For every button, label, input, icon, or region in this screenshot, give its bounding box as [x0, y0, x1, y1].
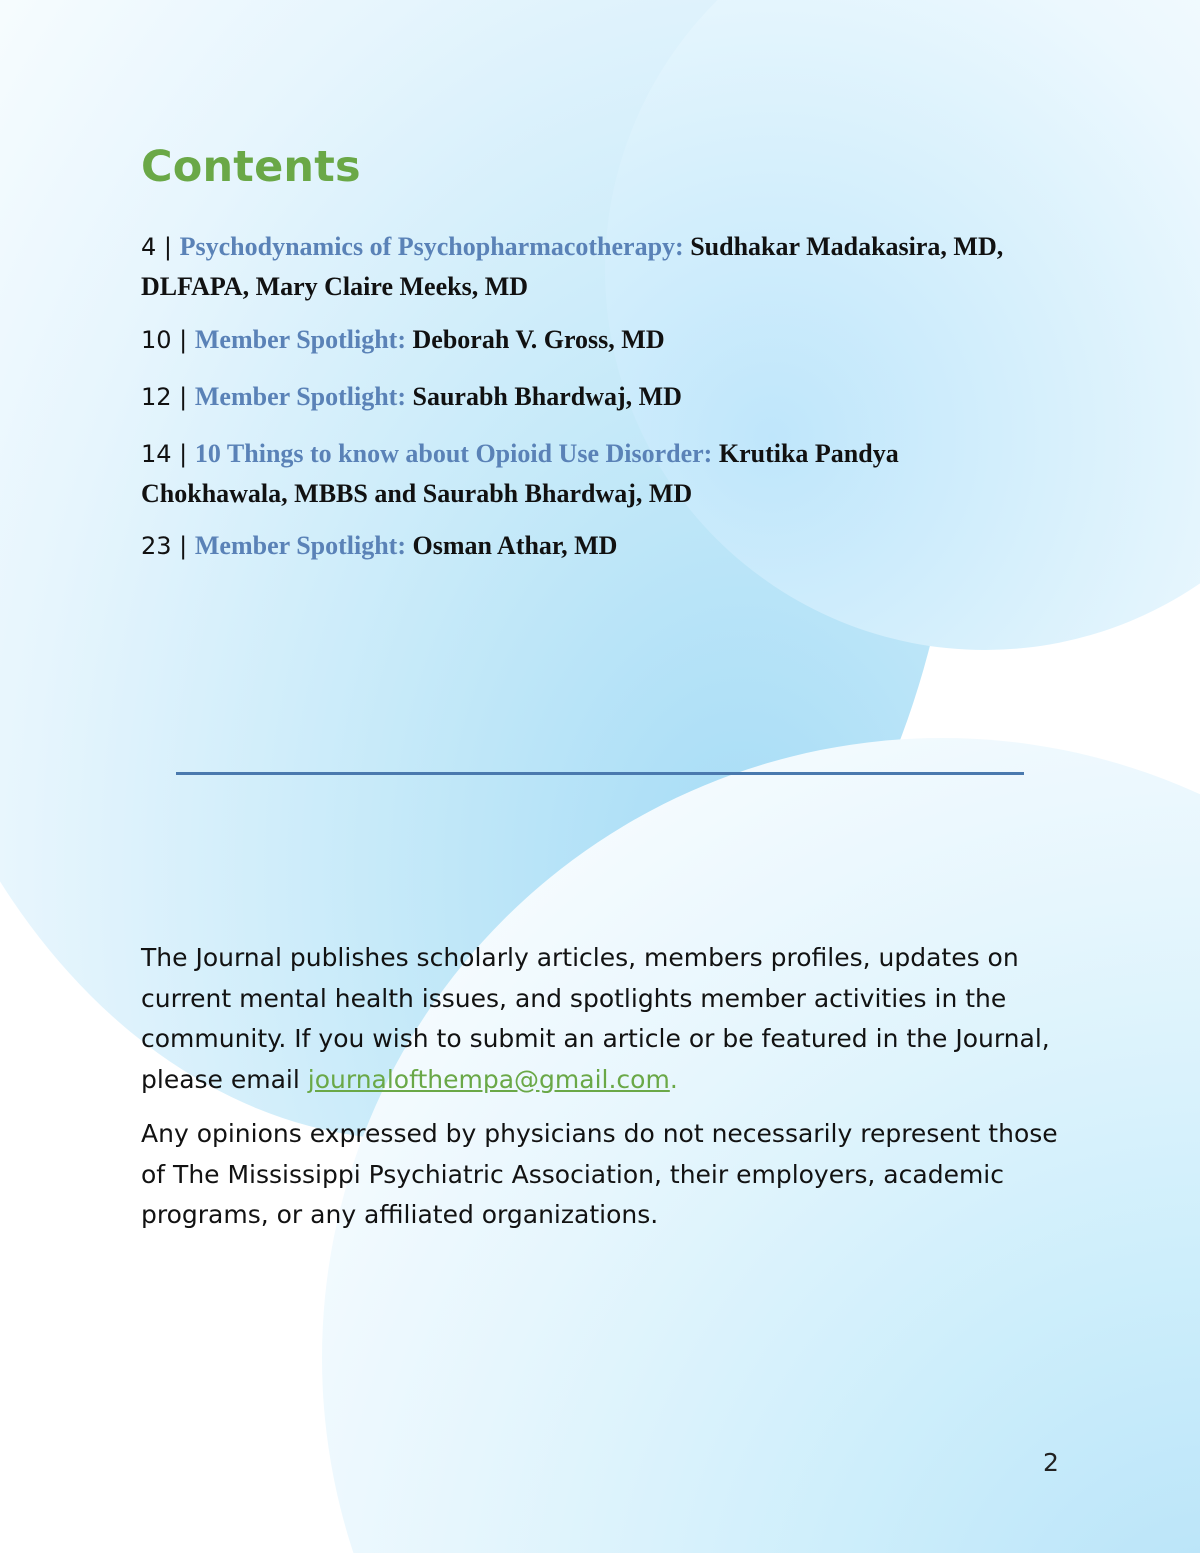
- toc-authors: Saurabh Bhardwaj, MD: [412, 382, 682, 411]
- toc-page-number: 23: [141, 532, 172, 560]
- toc-page-number: 12: [141, 383, 172, 411]
- toc-page-number: 14: [141, 440, 172, 468]
- contents-title: Contents: [141, 142, 361, 192]
- toc-authors: Krutika Pandya Chokhawala, MBBS and Saurabh Bhardwaj, MD: [141, 439, 899, 508]
- journal-description: [141, 938, 1061, 1100]
- email-link[interactable]: journalofthempa@gmail.com: [307, 1064, 670, 1094]
- toc-article-title: Psychodynamics of Psychopharmacotherapy:: [179, 232, 684, 261]
- page-number: 2: [1043, 1448, 1059, 1477]
- toc-entry[interactable]: [141, 434, 1041, 513]
- disclaimer: Any opinions expressed by physicians do not necessarily represent those of The Mississippi Psychiatric Association, their employers, academic programs, or any affiliated organizations.: [141, 1119, 1058, 1229]
- toc-page-number: 4: [141, 233, 157, 261]
- journal-description-text: The Journal publishes scholarly articles, members profiles, updates on current mental health issues, and spotlights member activities in the community. If you wish to submit an article or be featured in the Journal, please email: [141, 943, 1050, 1094]
- toc-page-number: 10: [141, 326, 172, 354]
- toc-article-title: Member Spotlight:: [194, 325, 407, 354]
- toc-separator: |: [171, 383, 195, 411]
- toc-separator: |: [156, 233, 180, 261]
- toc-entry[interactable]: [141, 377, 1041, 417]
- toc-entry[interactable]: [141, 227, 1041, 306]
- divider-line: [176, 772, 1024, 775]
- toc-article-title: 10 Things to know about Opioid Use Disorder:: [194, 439, 713, 468]
- toc-article-title: Member Spotlight:: [194, 382, 407, 411]
- journal-description-end: .: [669, 1064, 678, 1094]
- toc-entry[interactable]: [141, 526, 1041, 566]
- toc-authors: Sudhakar Madakasira, MD, DLFAPA, Mary Claire Meeks, MD: [141, 232, 1004, 301]
- toc-entry[interactable]: [141, 320, 1041, 360]
- toc-separator: |: [171, 532, 195, 560]
- toc-authors: Deborah V. Gross, MD: [412, 325, 665, 354]
- toc-separator: |: [171, 440, 195, 468]
- table-of-contents: [141, 227, 1041, 566]
- toc-article-title: Member Spotlight:: [194, 531, 407, 560]
- toc-authors: Osman Athar, MD: [412, 531, 618, 560]
- toc-separator: |: [171, 326, 195, 354]
